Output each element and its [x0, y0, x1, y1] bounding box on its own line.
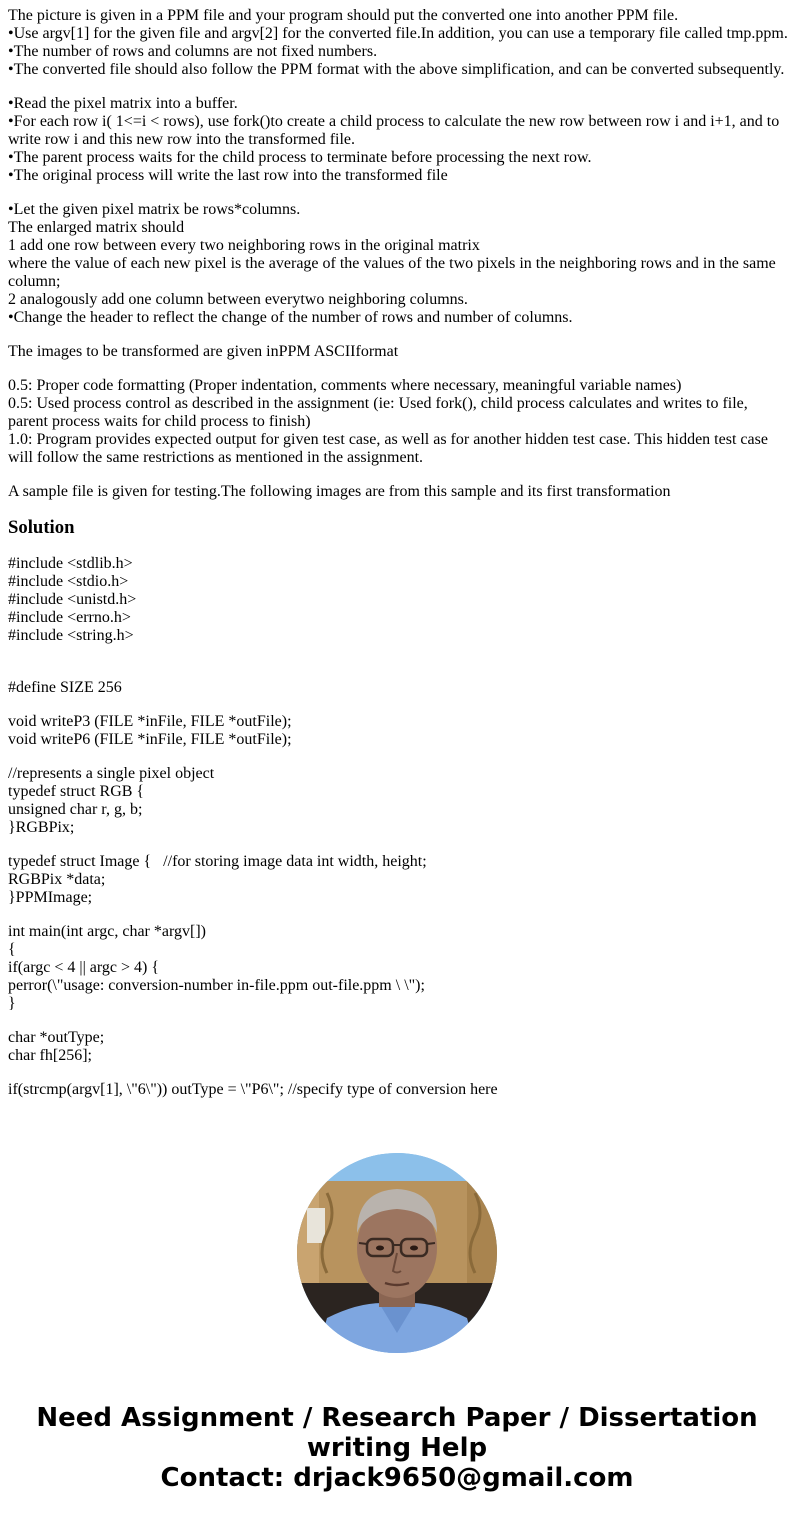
- rgb-struct-block: [8, 765, 788, 837]
- code-line: typedef struct RGB {: [8, 783, 145, 800]
- text-line: 0.5: Proper code formatting (Proper indentation, comments where necessary, meaningful variable names): [8, 377, 682, 394]
- code-line: #include <stdio.h>: [8, 573, 129, 590]
- code-line: #include <unistd.h>: [8, 591, 137, 608]
- strcmp-block: [8, 1081, 788, 1099]
- text-line: The images to be transformed are given inPPM ASCIIformat: [8, 343, 399, 360]
- code-line: #include <stdlib.h>: [8, 555, 133, 572]
- code-line: }: [8, 995, 16, 1012]
- code-line: RGBPix *data;: [8, 871, 106, 888]
- code-line: char fh[256];: [8, 1047, 92, 1064]
- intro-paragraph: [8, 7, 788, 79]
- solution-heading: Solution: [8, 517, 75, 538]
- contact-email: Contact: drjack9650@gmail.com: [160, 1463, 634, 1493]
- code-line: int main(int argc, char *argv[]): [8, 923, 206, 940]
- text-line: 1 add one row between every two neighboring rows in the original matrix: [8, 237, 480, 254]
- text-line: •Read the pixel matrix into a buffer.: [8, 95, 238, 112]
- code-line: unsigned char r, g, b;: [8, 801, 143, 818]
- image-struct-block: [8, 853, 788, 907]
- code-line: if(strcmp(argv[1], \"6\")) outType = \"P6\"; //specify type of conversion here: [8, 1081, 498, 1098]
- code-line: #define SIZE 256: [8, 679, 122, 696]
- code-line: perror(\"usage: conversion-number in-file.ppm out-file.ppm \ \");: [8, 977, 425, 994]
- define-block: [8, 679, 788, 697]
- vars-block: [8, 1029, 788, 1065]
- spacer: [8, 645, 788, 679]
- code-line: }RGBPix;: [8, 819, 75, 836]
- process-paragraph: [8, 95, 788, 185]
- text-line: where the value of each new pixel is the average of the values of the two pixels in the neighboring rows and in the same column;: [8, 255, 780, 290]
- contact-banner: [0, 1403, 794, 1493]
- code-line: if(argc < 4 || argc > 4) {: [8, 959, 160, 976]
- text-line: •The number of rows and columns are not fixed numbers.: [8, 43, 378, 60]
- text-line: •The original process will write the last row into the transformed file: [8, 167, 448, 184]
- avatar: [297, 1153, 497, 1353]
- text-line: 0.5: Used process control as described in the assignment (ie: Used fork(), child process calculates and writes to file, parent process waits for child process to finish): [8, 395, 752, 430]
- text-line: A sample file is given for testing.The following images are from this sample and its first transformation: [8, 483, 671, 500]
- format-paragraph: [8, 343, 788, 361]
- code-line: //represents a single pixel object: [8, 765, 215, 782]
- text-line: The picture is given in a PPM file and your program should put the converted one into another PPM file.: [8, 7, 679, 24]
- text-line: •Use argv[1] for the given file and argv[2] for the converted file.In addition, you can use a temporary file called tmp.ppm.: [8, 25, 788, 42]
- includes-block: [8, 555, 788, 645]
- code-line: #include <errno.h>: [8, 609, 131, 626]
- main-block: [8, 923, 788, 1013]
- banner-line: Need Assignment / Research Paper / Dissertation: [36, 1403, 758, 1433]
- text-line: 2 analogously add one column between everytwo neighboring columns.: [8, 291, 468, 308]
- grading-paragraph: [8, 377, 788, 467]
- text-line: •The parent process waits for the child process to terminate before processing the next row.: [8, 149, 592, 166]
- text-line: 1.0: Program provides expected output for given test case, as well as for another hidden test case. This hidden test case will follow the same restrictions as mentioned in the assignment.: [8, 431, 772, 466]
- code-line: void writeP6 (FILE *inFile, FILE *outFile);: [8, 731, 292, 748]
- text-line: •For each row i( 1<=i < rows), use fork()to create a child process to calculate the new row between row i and i+1, and to write row i and this new row into the transformed file.: [8, 113, 784, 148]
- text-line: •Let the given pixel matrix be rows*columns.: [8, 201, 301, 218]
- code-line: typedef struct Image { //for storing image data int width, height;: [8, 853, 427, 870]
- matrix-paragraph: [8, 201, 788, 327]
- text-line: •The converted file should also follow the PPM format with the above simplification, and can be converted subsequently.: [8, 61, 785, 78]
- code-line: char *outType;: [8, 1029, 105, 1046]
- code-line: void writeP3 (FILE *inFile, FILE *outFile);: [8, 713, 292, 730]
- code-line: #include <string.h>: [8, 627, 134, 644]
- code-line: }PPMImage;: [8, 889, 93, 906]
- person-photo-icon: [297, 1153, 497, 1353]
- document-content: [8, 7, 788, 1123]
- text-line: •Change the header to reflect the change of the number of rows and number of columns.: [8, 309, 573, 326]
- text-line: The enlarged matrix should: [8, 219, 185, 236]
- code-line: {: [8, 941, 16, 958]
- banner-line: writing Help: [306, 1433, 488, 1463]
- sample-paragraph: [8, 483, 788, 501]
- prototypes-block: [8, 713, 788, 749]
